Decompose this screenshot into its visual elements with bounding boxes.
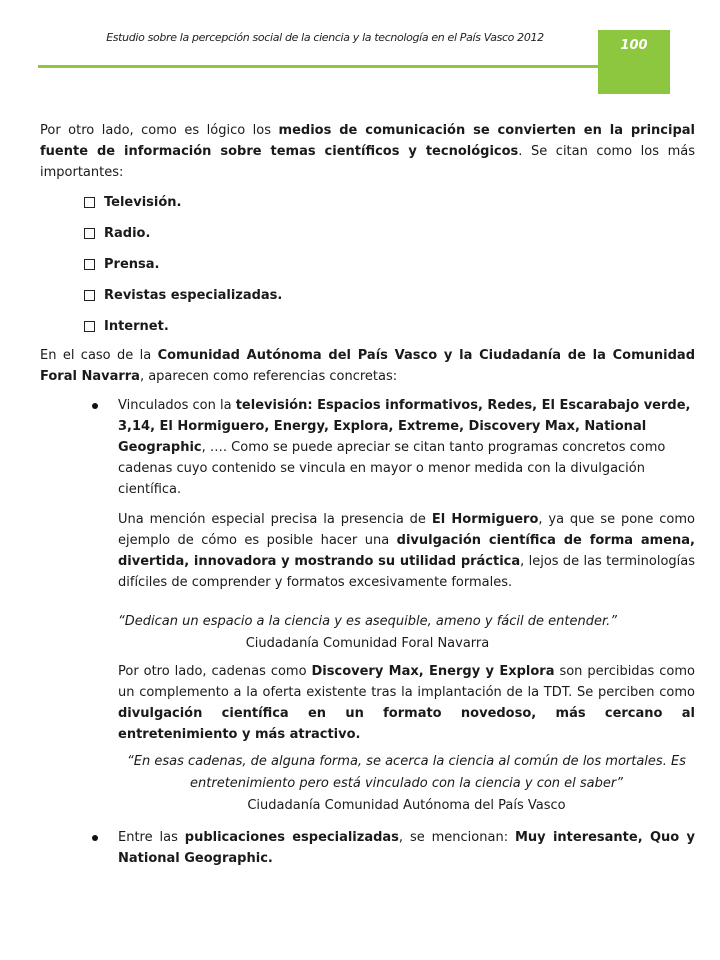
- checkbox-icon: [84, 259, 95, 270]
- bullet-icon: [92, 403, 98, 409]
- pubs-bold-2: Muy interesante, Quo y National Geographic.: [118, 830, 695, 866]
- information-sources-list: [40, 192, 695, 337]
- list-item: [84, 223, 695, 244]
- intro-paragraph: [40, 120, 695, 183]
- checkbox-icon: [84, 228, 95, 239]
- channels-bold-2: divulgación científica en un formato novedoso, más cercano al entretenimiento y más atractivo.: [118, 706, 695, 742]
- case-text: En el caso de la: [40, 348, 158, 363]
- quote-source: Ciudadanía Comunidad Autónoma del País Vasco: [247, 798, 566, 813]
- channels-text-mid: son percibidas como un complemento a la oferta existente tras la implantación de la TDT. Se perciben como: [118, 664, 695, 700]
- hormiguero-block: [40, 509, 695, 593]
- channels-text: Por otro lado, cadenas como: [118, 664, 312, 679]
- channels-bold: Discovery Max, Energy y Explora: [311, 664, 555, 679]
- checkbox-icon: [84, 321, 95, 332]
- checkbox-icon: [84, 197, 95, 208]
- pubs-text-mid: , se mencionan:: [398, 830, 515, 845]
- checkbox-icon: [84, 290, 95, 301]
- pubs-bold: publicaciones especializadas: [184, 830, 399, 845]
- channels-block: [40, 661, 695, 745]
- list-item: [84, 285, 695, 306]
- header-rule: [38, 65, 670, 68]
- case-text-end: , aparecen como referencias concretas:: [139, 369, 398, 384]
- list-item-label: Prensa.: [104, 257, 160, 272]
- running-header: Estudio sobre la percepción social de la ciencia y la tecnología en el País Vasco 2012: [106, 31, 544, 44]
- list-item: [84, 254, 695, 275]
- tv-text: Vinculados con la: [118, 398, 236, 413]
- intro-text: Por otro lado, como es lógico los: [40, 123, 279, 138]
- pubs-text: Entre las: [118, 830, 185, 845]
- intro-text-end: . Se citan como los más importantes:: [40, 144, 695, 180]
- hormiguero-bold-2: divulgación científica de forma amena, divertida, innovadora y mostrando su utilidad práctica: [118, 533, 695, 569]
- hormiguero-bold: El Hormiguero: [431, 512, 539, 527]
- quote-source: Ciudadanía Comunidad Foral Navarra: [245, 636, 490, 651]
- case-bold: Comunidad Autónoma del País Vasco y la Ciudadanía de la Comunidad Foral Navarra: [40, 348, 695, 384]
- quote-text: “Dedican un espacio a la ciencia y es asequible, ameno y fácil de entender.”: [118, 614, 617, 629]
- hormiguero-text-end: , lejos de las terminologías difíciles de comprender y formatos excesivamente formales.: [118, 554, 695, 590]
- tv-bullet: [40, 395, 695, 500]
- tv-programs-bold: : Espacios informativos, Redes, El Escarabajo verde, 3,14, El Hormiguero, Energy, Explora, Extreme, Discovery Max, National Geographic: [118, 398, 691, 455]
- list-item: [84, 192, 695, 213]
- quote-text: “En esas cadenas, de alguna forma, se acerca la ciencia al común de los mortales. Es entretenimiento pero está vinculado con la ciencia y con el saber”: [127, 754, 686, 791]
- publications-bullet: [40, 827, 695, 869]
- list-item: [84, 316, 695, 337]
- page-number: 100: [620, 38, 648, 53]
- bullet-icon: [92, 835, 98, 841]
- list-item-label: Revistas especializadas.: [104, 288, 283, 303]
- hormiguero-paragraph: [118, 509, 695, 593]
- channels-paragraph: [118, 661, 695, 745]
- case-paragraph: [40, 345, 695, 387]
- intro-bold: medios de comunicación se convierten en la principal fuente de información sobre temas científicos y tecnológicos: [40, 123, 695, 159]
- quote-block-2: [40, 751, 695, 817]
- hormiguero-text-mid: , ya que se pone como ejemplo de cómo es posible hacer una: [118, 512, 696, 548]
- quote-block-1: [40, 611, 695, 655]
- list-item-label: Televisión.: [104, 195, 182, 210]
- hormiguero-text: Una mención especial precisa la presencia de: [118, 512, 432, 527]
- page-content: [40, 120, 695, 869]
- list-item-label: Internet.: [104, 319, 169, 334]
- list-item-label: Radio.: [104, 226, 151, 241]
- tv-bold: televisión: [235, 398, 308, 413]
- tv-paragraph: [118, 395, 695, 500]
- publications-paragraph: [118, 827, 695, 869]
- page-number-box: [598, 30, 670, 94]
- tv-text-end: , …. Como se puede apreciar se citan tanto programas concretos como cadenas cuyo contenido se vincula en mayor o menor medida con la divulgación científica.: [118, 440, 666, 497]
